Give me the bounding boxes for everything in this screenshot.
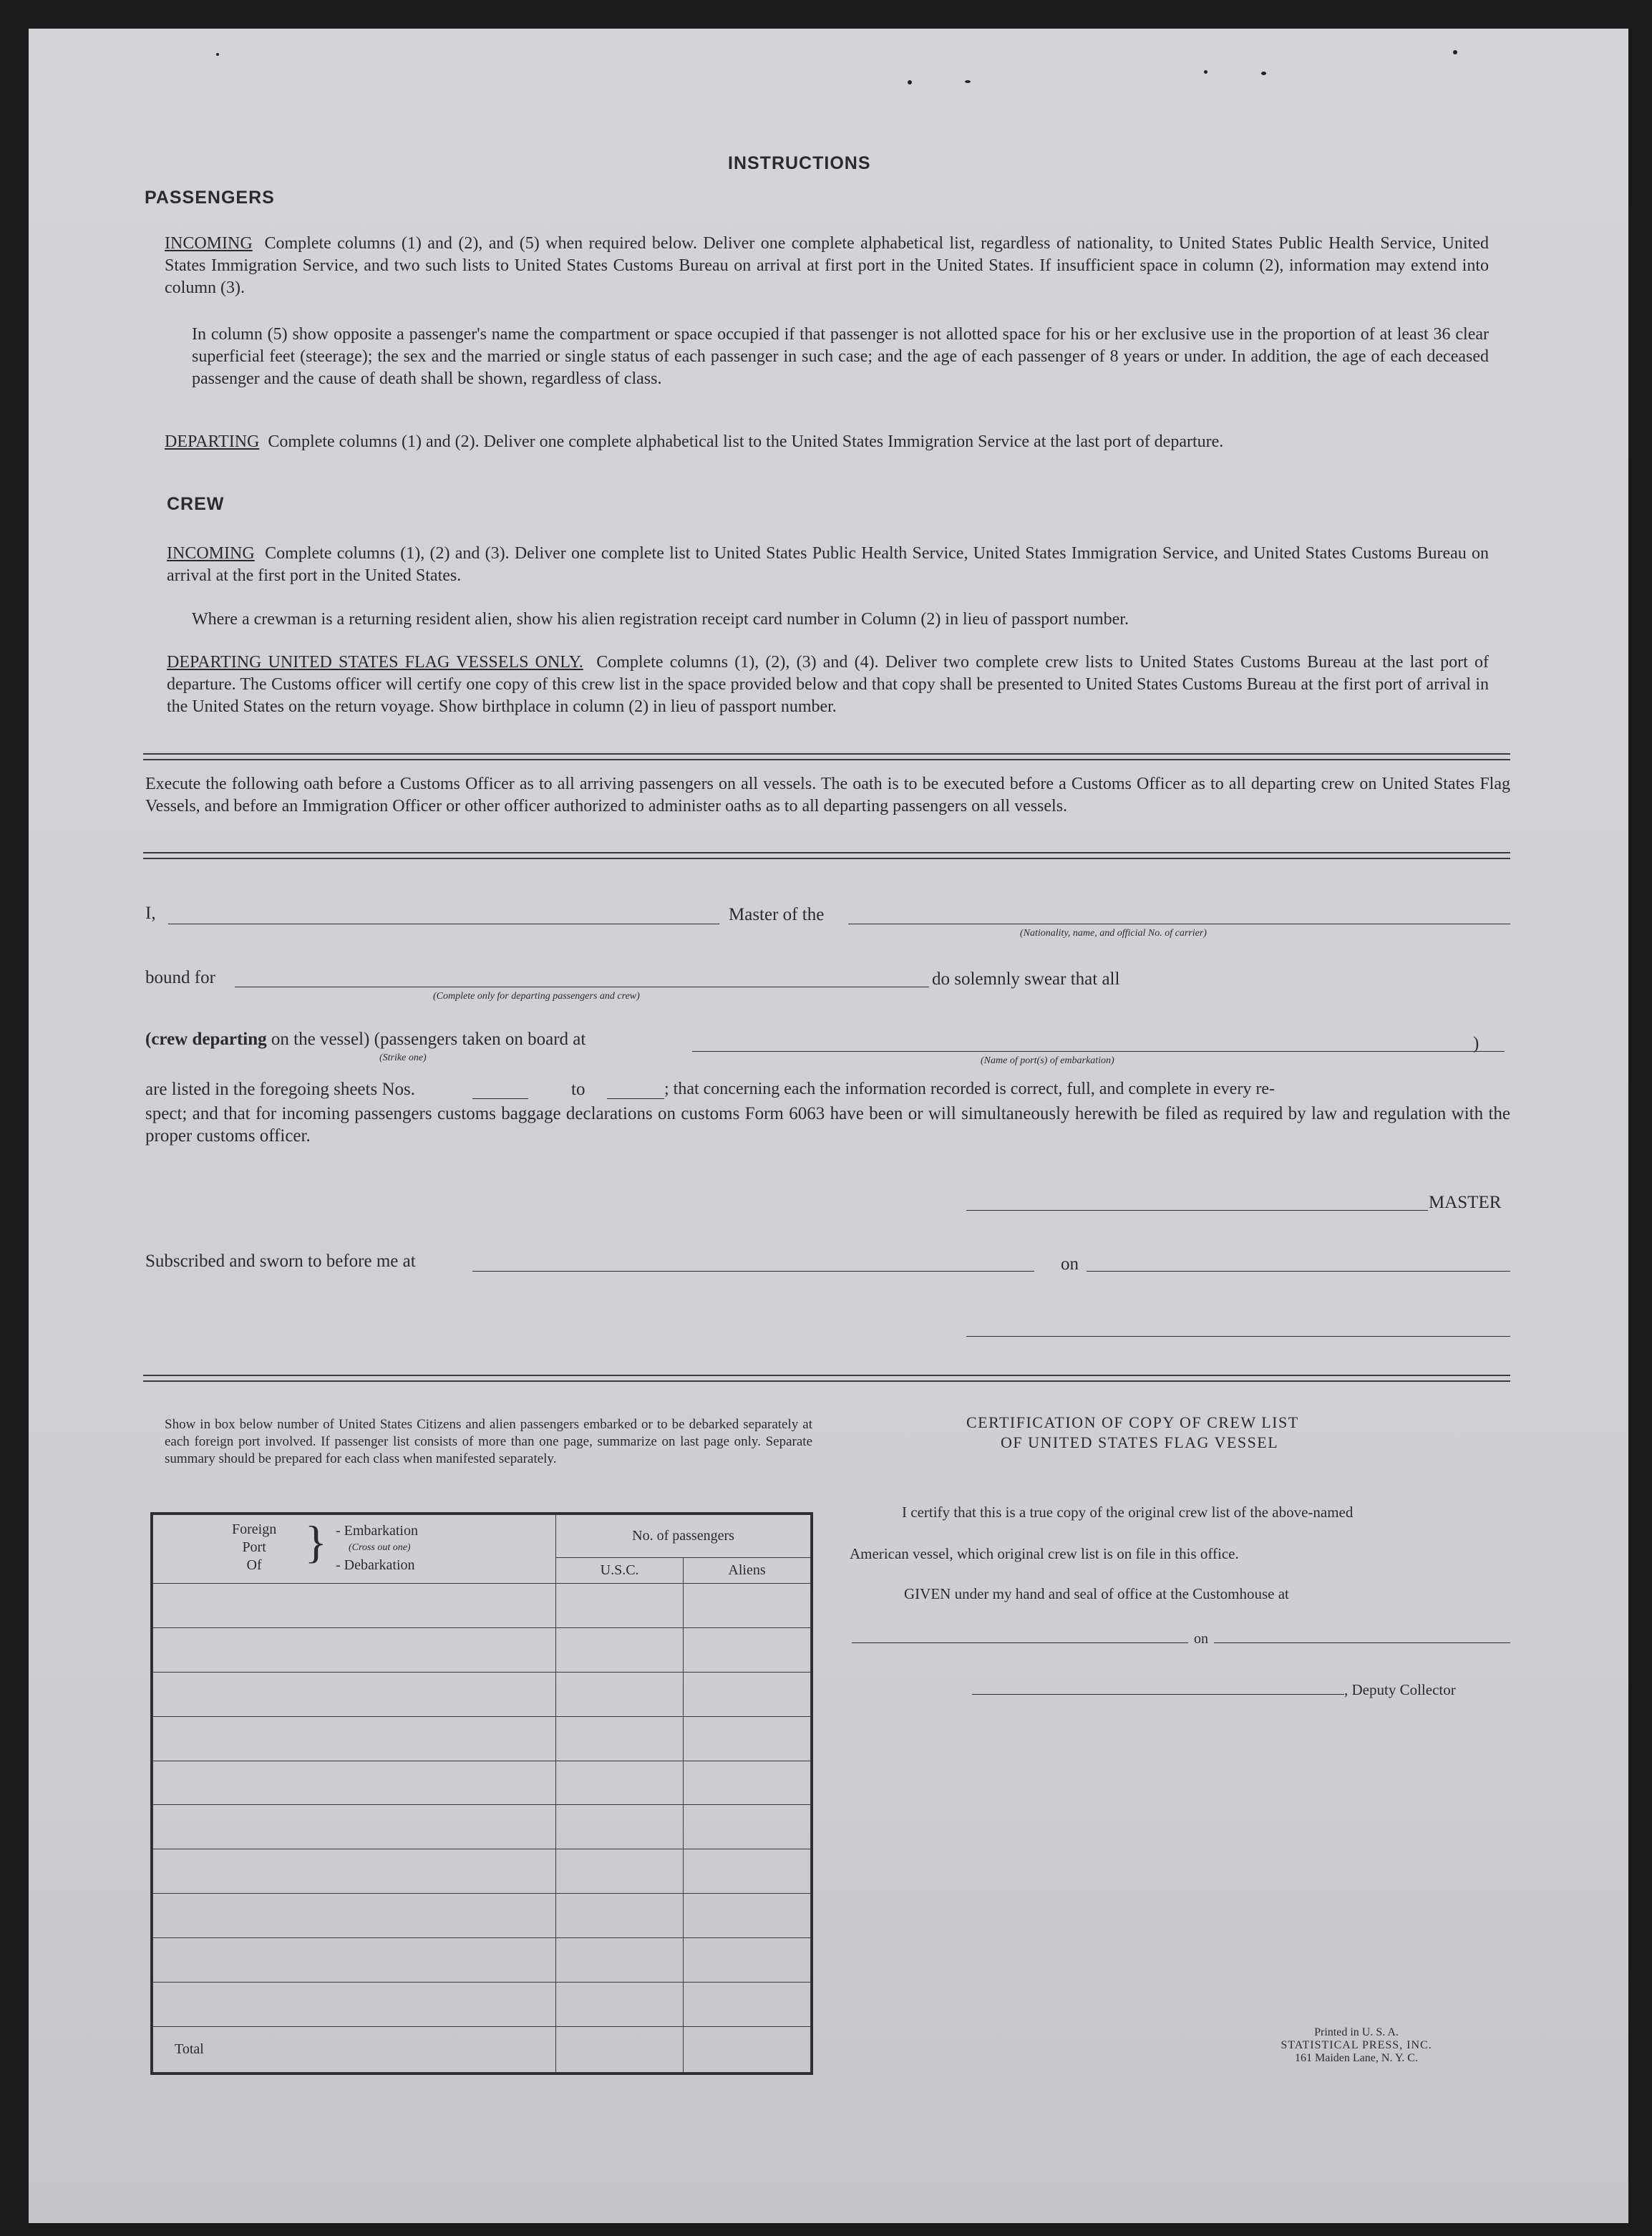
table-row	[153, 1805, 811, 1849]
total-usc-cell[interactable]	[556, 2027, 684, 2073]
printed-in-usa: Printed in U. S. A.	[1314, 2026, 1399, 2038]
usc-cell[interactable]	[556, 1584, 684, 1628]
scan-speck	[1453, 50, 1457, 54]
divider	[143, 852, 1510, 859]
usc-cell[interactable]	[556, 1805, 684, 1849]
passengers-incoming-text: Complete columns (1) and (2), and (5) when required below. Deliver one complete alphabetical list, regardless of nationality, to United States Public Health Service, United States Immigration Service, and two such lists to United States Customs Bureau on arrival at first port in the United States. If insufficient space in column (2), information may extend into column (3).	[165, 234, 1490, 297]
aliens-cell[interactable]	[684, 1849, 811, 1894]
passengers-taken-option[interactable]: (passengers taken on board at	[374, 1030, 586, 1049]
crew-incoming-label: INCOMING	[167, 544, 255, 563]
table-row	[153, 1983, 811, 2027]
crew-departing-label: DEPARTING UNITED STATES FLAG VESSELS ONLY.	[167, 653, 583, 672]
table-row	[153, 1672, 811, 1716]
nationality-caption: (Nationality, name, and official No. of carrier)	[1020, 928, 1207, 939]
listed-continued: ; that concerning each the information recorded is correct, full, and complete in every re-	[664, 1080, 1275, 1098]
usc-cell[interactable]	[556, 1627, 684, 1672]
passengers-departing-label: DEPARTING	[165, 432, 260, 451]
embarkation-option[interactable]: - Embarkation	[336, 1523, 418, 1539]
crew-resident-paragraph: Where a crewman is a returning resident alien, show his alien registration receipt card number in Column (2) in lieu of passport number.	[192, 610, 1129, 629]
box-note: Show in box below number of United States Citizens and alien passengers embarked or to be debarked separately at each foreign port involved. If passenger list consists of more than one page, summarize on last page only. Separate summary should be prepared for each class when manifested separately.	[165, 1417, 812, 1466]
certification-date-field[interactable]	[1214, 1642, 1510, 1643]
aliens-cell[interactable]	[684, 1894, 811, 1938]
passengers-incoming-label: INCOMING	[165, 234, 253, 253]
on-the-vessel-text: on the vessel)	[271, 1030, 370, 1049]
port-cell[interactable]	[153, 1983, 556, 2027]
certify-line-1: I certify that this is a true copy of the original crew list of the above-named	[902, 1504, 1354, 1521]
table-row	[153, 1584, 811, 1628]
crew-departing-text: Complete columns (1), (2), (3) and (4). Deliver two complete crew lists to United States Customs Bureau at the last port of departure. The Customs officer will certify one copy of this crew list in the space provided below and that copy shall be presented to United States Customs Bureau at the first port of arrival in the United States on the return voyage. Show birthplace in column (2) in lieu of passport number.	[167, 653, 1489, 716]
foreign-label: Foreign	[232, 1521, 277, 1537]
usc-cell[interactable]	[556, 1983, 684, 2027]
sheet-to-field[interactable]	[607, 1098, 664, 1099]
listed-rest: spect; and that for incoming passengers customs baggage declarations on customs Form 6063 have been or will simultaneously herewith be filed as required by law and regulation with the proper customs officer.	[145, 1104, 1510, 1146]
table-row	[153, 1938, 811, 1983]
port-header-cell	[153, 1515, 556, 1584]
aliens-cell[interactable]	[684, 1761, 811, 1805]
subscribed-on-label: on	[1061, 1254, 1079, 1274]
table-row	[153, 1716, 811, 1761]
customhouse-field[interactable]	[852, 1642, 1188, 1643]
debarkation-option[interactable]: - Debarkation	[336, 1557, 415, 1573]
aliens-cell[interactable]	[684, 1672, 811, 1716]
aliens-cell[interactable]	[684, 1983, 811, 2027]
brace-icon: }	[305, 1516, 327, 1567]
printer-address: 161 Maiden Lane, N. Y. C.	[1295, 2052, 1418, 2064]
scan-speck	[908, 80, 912, 84]
aliens-cell[interactable]	[684, 1716, 811, 1761]
strike-one-caption: (Strike one)	[379, 1052, 427, 1063]
passengers-departing-text: Complete columns (1) and (2). Deliver one complete alphabetical list to the United States Immigration Service at the last port of departure.	[268, 432, 1224, 451]
listed-sheets-label: are listed in the foregoing sheets Nos.	[145, 1080, 415, 1099]
crew-incoming-paragraph	[167, 543, 1489, 587]
column5-paragraph: In column (5) show opposite a passenger's name the compartment or space occupied if that passenger is not allotted space for his or her exclusive use in the proportion of at least 36 clear superficial feet (steerage); the sex and the married or single status of each passenger in such case; and the age of each passenger of 8 years or under. In addition, the age of each deceased passenger and the cause of death shall be shown, regardless of class.	[192, 325, 1489, 388]
officer-signature-field[interactable]	[966, 1336, 1510, 1337]
bound-caption: (Complete only for departing passengers and crew)	[433, 991, 640, 1002]
port-label: Port	[242, 1539, 266, 1555]
port-cell[interactable]	[153, 1627, 556, 1672]
divider	[143, 753, 1510, 760]
master-of-the-label: Master of the	[729, 905, 825, 924]
scan-speck	[1261, 72, 1266, 75]
usc-cell[interactable]	[556, 1761, 684, 1805]
usc-cell[interactable]	[556, 1672, 684, 1716]
usc-cell[interactable]	[556, 1938, 684, 1983]
form-page	[29, 29, 1628, 2223]
cross-out-caption: (Cross out one)	[349, 1542, 411, 1553]
aliens-header: Aliens	[684, 1558, 811, 1584]
swear-label: do solemnly swear that all	[932, 969, 1120, 989]
close-paren: )	[1473, 1034, 1479, 1053]
port-caption: (Name of port(s) of embarkation)	[981, 1055, 1114, 1066]
oath-intro: Execute the following oath before a Customs Officer as to all arriving passengers on all vessels. The oath is to be executed before a Customs Officer as to all departing crew on United States Flag Vessels, and before an Immigration Officer or other officer authorized to administer oaths as to all departing passengers on all vessels.	[145, 775, 1510, 815]
master-signature-field[interactable]	[966, 1210, 1428, 1211]
passengers-heading: PASSENGERS	[145, 188, 275, 208]
usc-header: U.S.C.	[556, 1558, 684, 1584]
passengers-incoming-paragraph	[165, 233, 1489, 299]
instructions-title: INSTRUCTIONS	[728, 153, 871, 173]
given-line: GIVEN under my hand and seal of office at the Customhouse at	[904, 1585, 1289, 1602]
printer-imprint	[1238, 2026, 1474, 2065]
certification-title-2: OF UNITED STATES FLAG VESSEL	[1001, 1433, 1279, 1451]
usc-cell[interactable]	[556, 1716, 684, 1761]
aliens-cell[interactable]	[684, 1627, 811, 1672]
total-row	[153, 2027, 811, 2073]
total-label: Total	[153, 2027, 556, 2073]
port-cell[interactable]	[153, 1938, 556, 1983]
scan-speck	[216, 53, 219, 56]
table-row	[153, 1849, 811, 1894]
of-label: Of	[246, 1557, 262, 1573]
port-cell[interactable]	[153, 1716, 556, 1761]
listed-to-label: to	[571, 1080, 586, 1099]
port-cell[interactable]	[153, 1849, 556, 1894]
crew-departing-option[interactable]: (crew departing	[145, 1030, 267, 1049]
crew-passengers-line	[145, 1030, 586, 1050]
port-cell[interactable]	[153, 1805, 556, 1849]
crew-departing-paragraph	[167, 652, 1489, 718]
subscribed-date-field[interactable]	[1087, 1271, 1510, 1272]
port-cell[interactable]	[153, 1761, 556, 1805]
bound-for-label: bound for	[145, 968, 215, 987]
passenger-summary-table	[152, 1514, 811, 2073]
scan-speck	[965, 80, 971, 83]
no-passengers-header: No. of passengers	[556, 1515, 811, 1558]
aliens-cell[interactable]	[684, 1938, 811, 1983]
sheet-from-field[interactable]	[472, 1098, 528, 1099]
passenger-summary-box	[150, 1512, 813, 2075]
total-aliens-cell[interactable]	[684, 2027, 811, 2073]
port-cell[interactable]	[153, 1894, 556, 1938]
certification-title-1: CERTIFICATION OF COPY OF CREW LIST	[966, 1413, 1299, 1431]
oath-i-label: I,	[145, 904, 156, 923]
passengers-departing-paragraph	[165, 431, 1489, 453]
certification-on-label: on	[1194, 1631, 1208, 1647]
deputy-collector-label: , Deputy Collector	[1344, 1681, 1456, 1698]
port-embarkation-field[interactable]	[692, 1051, 1505, 1052]
crew-heading: CREW	[167, 494, 225, 514]
table-row	[153, 1627, 811, 1672]
usc-cell[interactable]	[556, 1894, 684, 1938]
certify-line-2: American vessel, which original crew list is on file in this office.	[850, 1545, 1239, 1562]
master-signature-label: MASTER	[1429, 1193, 1502, 1212]
crew-incoming-text: Complete columns (1), (2) and (3). Deliver one complete list to United States Public Health Service, United States Immigration Service, and United States Customs Bureau on arrival at the first port in the United States.	[167, 544, 1490, 585]
subscribed-place-field[interactable]	[472, 1271, 1034, 1272]
port-cell[interactable]	[153, 1584, 556, 1628]
subscribed-label: Subscribed and sworn to before me at	[145, 1252, 416, 1271]
aliens-cell[interactable]	[684, 1805, 811, 1849]
port-cell[interactable]	[153, 1672, 556, 1716]
aliens-cell[interactable]	[684, 1584, 811, 1628]
table-row	[153, 1761, 811, 1805]
table-row	[153, 1894, 811, 1938]
divider	[143, 1375, 1510, 1382]
scan-speck	[1204, 70, 1208, 74]
deputy-collector-signature-field[interactable]	[972, 1694, 1344, 1695]
usc-cell[interactable]	[556, 1849, 684, 1894]
printer-name: STATISTICAL PRESS, INC.	[1281, 2039, 1432, 2051]
